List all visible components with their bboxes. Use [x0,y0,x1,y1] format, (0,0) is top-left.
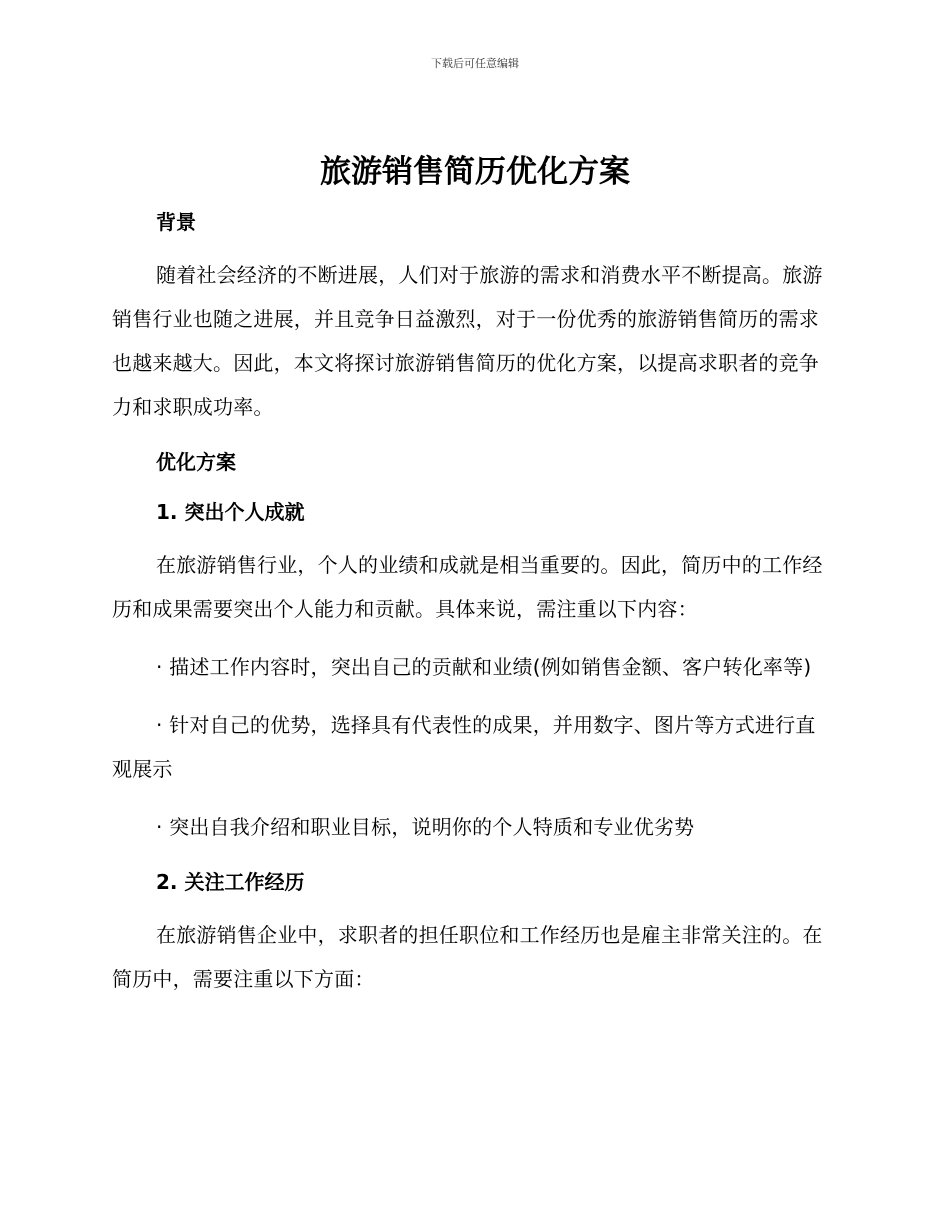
item1-heading: 1. 突出个人成就 [156,500,305,524]
plan-heading: 优化方案 [156,450,236,474]
item1-bullet-2: · 针对自己的优势，选择具有代表性的成果，并用数字、图片等方式进行直观展示 [112,713,816,781]
header-note: 下载后可任意编辑 [431,57,519,70]
document-body [112,205,834,1001]
background-heading: 背景 [156,210,196,234]
item1-bullet-3: · 突出自我介绍和职业目标，说明你的个人特质和专业优劣势 [156,815,695,839]
document-title: 旅游销售简历优化方案 [320,154,630,190]
item2-paragraph: 在旅游销售企业中，求职者的担任职位和工作经历也是雇主非常关注的。在简历中，需要注重以下方面： [112,923,823,991]
background-paragraph: 随着社会经济的不断进展，人们对于旅游的需求和消费水平不断提高。旅游销售行业也随之进展，并且竞争日益激烈，对于一份优秀的旅游销售简历的需求也越来越大。因此，本文将探讨旅游销售简历的优化方案，以提高求职者的竞争力和求职成功率。 [112,263,823,419]
item2-heading: 2. 关注工作经历 [156,870,305,894]
item1-paragraph: 在旅游销售行业，个人的业绩和成就是相当重要的。因此，简历中的工作经历和成果需要突出个人能力和贡献。具体来说，需注重以下内容： [112,553,823,621]
item1-bullet-1: · 描述工作内容时，突出自己的贡献和业绩(例如销售金额、客户转化率等) [156,655,812,679]
